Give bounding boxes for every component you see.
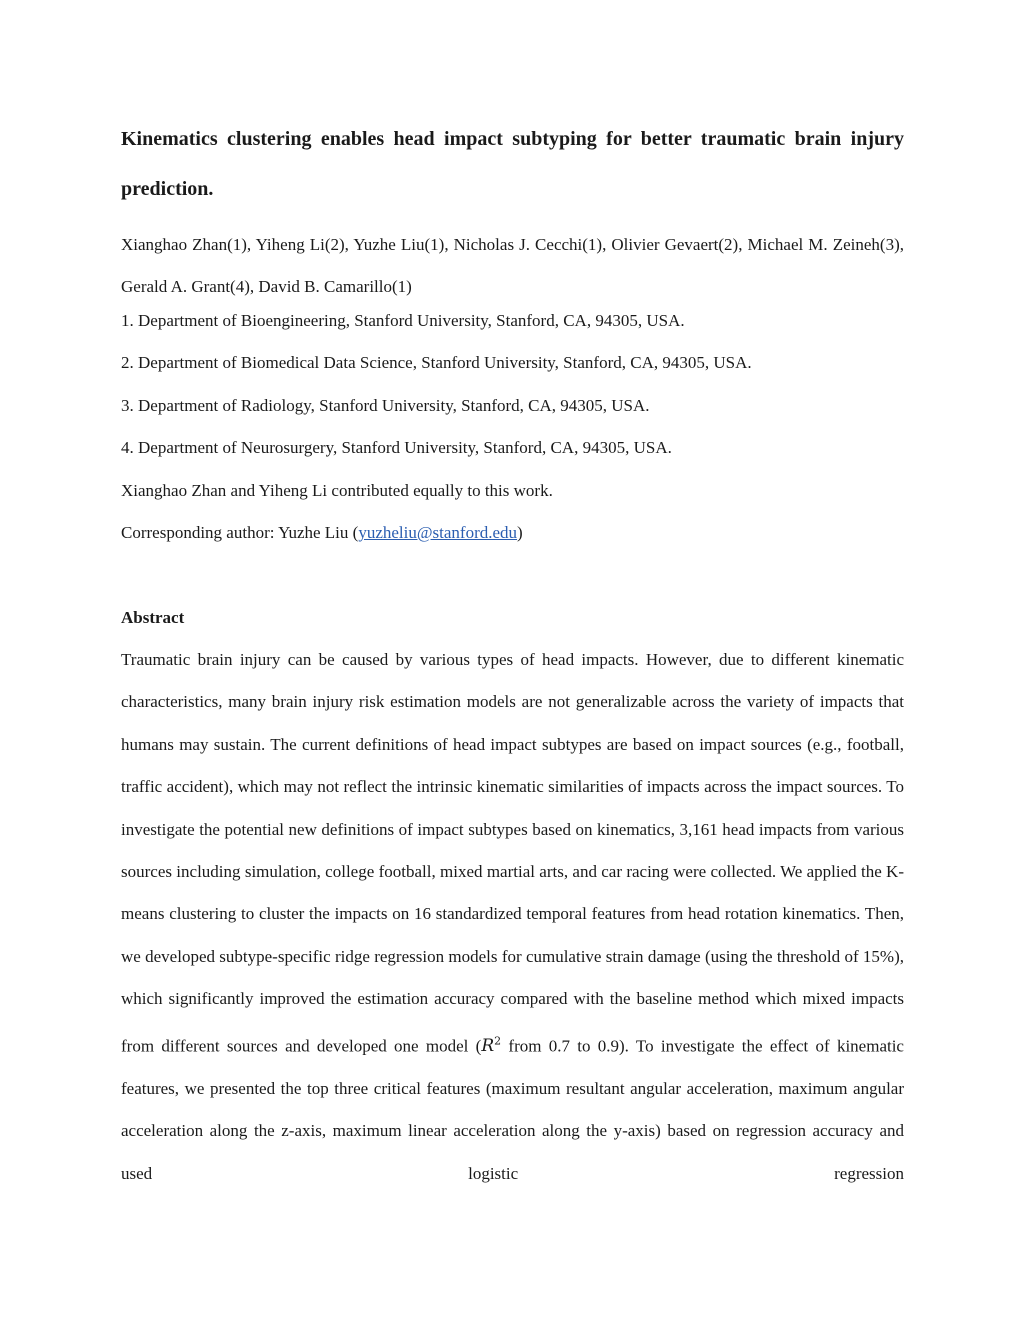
corresponding-email-link[interactable]: yuzheliu@stanford.edu [358, 523, 518, 542]
author-list: Xianghao Zhan(1), Yiheng Li(2), Yuzhe Liu(1), Nicholas J. Cecchi(1), Olivier Gevaert(2), Michael M. Zeineh(3), Gerald A. Grant(4), David B. Camarillo(1) [121, 235, 904, 296]
r-squared-symbol [481, 1036, 501, 1056]
equal-contribution-note: Xianghao Zhan and Yiheng Li contributed equally to this work. [121, 481, 553, 500]
abstract-text-part2: from 0.7 to 0.9). To investigate the effect of kinematic features, we presented the top three critical features (maximum resultant angular acceleration, maximum angular acceleration along the z-axis, maximum linear acceleration along the y-axis) based on regression accuracy and used logistic regression [121, 1036, 904, 1183]
corresponding-suffix: ) [517, 523, 523, 542]
r-squared-letter: R [481, 1036, 495, 1057]
paper-title: Kinematics clustering enables head impact subtyping for better traumatic brain injury prediction. [121, 128, 904, 200]
affiliation-2: 2. Department of Biomedical Data Science, Stanford University, Stanford, CA, 94305, USA. [121, 353, 752, 372]
corresponding-prefix: Corresponding author: Yuzhe Liu ( [121, 523, 359, 542]
affiliation-4: 4. Department of Neurosurgery, Stanford University, Stanford, CA, 94305, USA. [121, 438, 672, 457]
affiliation-3: 3. Department of Radiology, Stanford University, Stanford, CA, 94305, USA. [121, 396, 650, 415]
abstract-text [121, 639, 904, 1195]
abstract-text-part1: Traumatic brain injury can be caused by various types of head impacts. However, due to different kinematic characteristics, many brain injury risk estimation models are not generalizable across the variety of impacts that humans may sustain. The current definitions of head impact subtypes are based on impact sources (e.g., football, traffic accident), which may not reflect the intrinsic kinematic similarities of impacts across the impact sources. To investigate the potential new definitions of impact subtypes based on kinematics, 3,161 head impacts from various sources including simulation, college football, mixed martial arts, and car racing were collected. We applied the K-means clustering to cluster the impacts on 16 standardized temporal features from head rotation kinematics. Then, we developed subtype-specific ridge regression models for cumulative strain damage (using the threshold of 15%), which significantly improved the estimation accuracy compared with the baseline method which mixed impacts from different sources and developed one model ( [121, 650, 904, 1056]
corresponding-author [121, 520, 523, 546]
r-squared-exponent: 2 [494, 1034, 502, 1048]
abstract-heading: Abstract [121, 608, 185, 627]
affiliation-1: 1. Department of Bioengineering, Stanford University, Stanford, CA, 94305, USA. [121, 311, 685, 330]
